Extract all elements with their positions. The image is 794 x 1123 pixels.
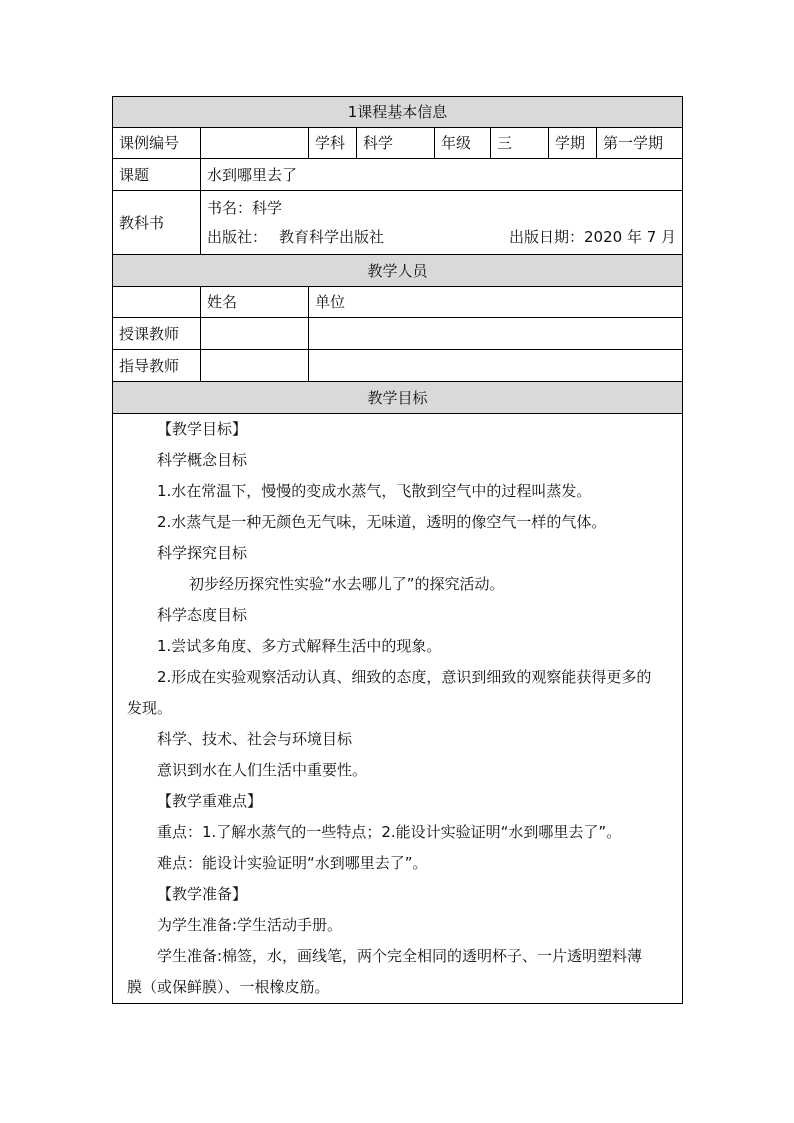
textbook-label: 教科书 bbox=[113, 191, 201, 255]
term-label: 学期 bbox=[549, 128, 597, 159]
attitude-goal-item-continued: 发现。 bbox=[127, 699, 173, 717]
stse-goal-item: 意识到水在人们生活中重要性。 bbox=[157, 761, 368, 779]
staff-row-name bbox=[201, 318, 309, 350]
staff-row-label: 授课教师 bbox=[113, 318, 201, 350]
textbook-info bbox=[201, 191, 683, 255]
attitude-goal-item: 1.尝试多角度、多方式解释生活中的现象。 bbox=[157, 637, 442, 655]
book-name-line bbox=[207, 194, 676, 223]
staff-corner-cell bbox=[113, 287, 201, 318]
subject-label: 学科 bbox=[309, 128, 357, 159]
topic-value: 水到哪里去了 bbox=[201, 159, 683, 191]
subheading-concept-goals: 科学概念目标 bbox=[157, 451, 248, 469]
section-header-course-info: 1课程基本信息 bbox=[113, 97, 683, 128]
term-value: 第一学期 bbox=[597, 128, 683, 159]
subheading-attitude-goals: 科学态度目标 bbox=[157, 606, 248, 624]
grade-value: 三 bbox=[491, 128, 549, 159]
section-header-teaching-goals: 教学目标 bbox=[113, 382, 683, 414]
publisher-line bbox=[207, 223, 676, 252]
preparation-item: 学生准备:棉签，水，画线笔，两个完全相同的透明杯子、一片透明塑料薄 bbox=[157, 947, 643, 965]
preparation-item: 为学生准备:学生活动手册。 bbox=[157, 916, 343, 934]
heading-teaching-goals: 【教学目标】 bbox=[157, 420, 248, 438]
publish-date: 出版日期：2020 年 7 月 bbox=[509, 227, 677, 246]
staff-row-unit bbox=[309, 350, 683, 382]
course-info-table bbox=[112, 96, 683, 1004]
grade-label: 年级 bbox=[435, 128, 491, 159]
staff-row-label: 指导教师 bbox=[113, 350, 201, 382]
staff-unit-header: 单位 bbox=[309, 287, 683, 318]
concept-goal-item: 2.水蒸气是一种无颜色无气味，无味道，透明的像空气一样的气体。 bbox=[157, 513, 607, 531]
book-name: 书名：科学 bbox=[207, 198, 283, 217]
heading-preparation: 【教学准备】 bbox=[157, 885, 248, 903]
staff-row-name bbox=[201, 350, 309, 382]
course-id-value bbox=[201, 128, 309, 159]
subject-value: 科学 bbox=[357, 128, 435, 159]
attitude-goal-item: 2.形成在实验观察活动认真、细致的态度，意识到细致的观察能获得更多的 bbox=[157, 668, 652, 686]
key-point-item: 重点：1.了解水蒸气的一些特点；2.能设计实验证明“水到哪里去了”。 bbox=[157, 823, 622, 841]
inquiry-goal-item: 初步经历探究性实验“水去哪儿了”的探究活动。 bbox=[189, 575, 505, 593]
publisher-value: 教育科学出版社 bbox=[279, 227, 385, 246]
concept-goal-item: 1.水在常温下，慢慢的变成水蒸气，飞散到空气中的过程叫蒸发。 bbox=[157, 482, 592, 500]
heading-key-points: 【教学重难点】 bbox=[157, 792, 263, 810]
teaching-goals-content bbox=[113, 414, 683, 1004]
subheading-stse-goals: 科学、技术、社会与环境目标 bbox=[157, 730, 353, 748]
staff-row-unit bbox=[309, 318, 683, 350]
staff-name-header: 姓名 bbox=[201, 287, 309, 318]
section-header-teaching-staff: 教学人员 bbox=[113, 255, 683, 287]
publisher-label: 出版社： bbox=[207, 227, 268, 246]
difficult-point-item: 难点：能设计实验证明“水到哪里去了”。 bbox=[157, 854, 428, 872]
subheading-inquiry-goals: 科学探究目标 bbox=[157, 544, 248, 562]
topic-label: 课题 bbox=[113, 159, 201, 191]
course-id-label: 课例编号 bbox=[113, 128, 201, 159]
preparation-item-continued: 膜（或保鲜膜）、一根橡皮筋。 bbox=[127, 978, 330, 996]
